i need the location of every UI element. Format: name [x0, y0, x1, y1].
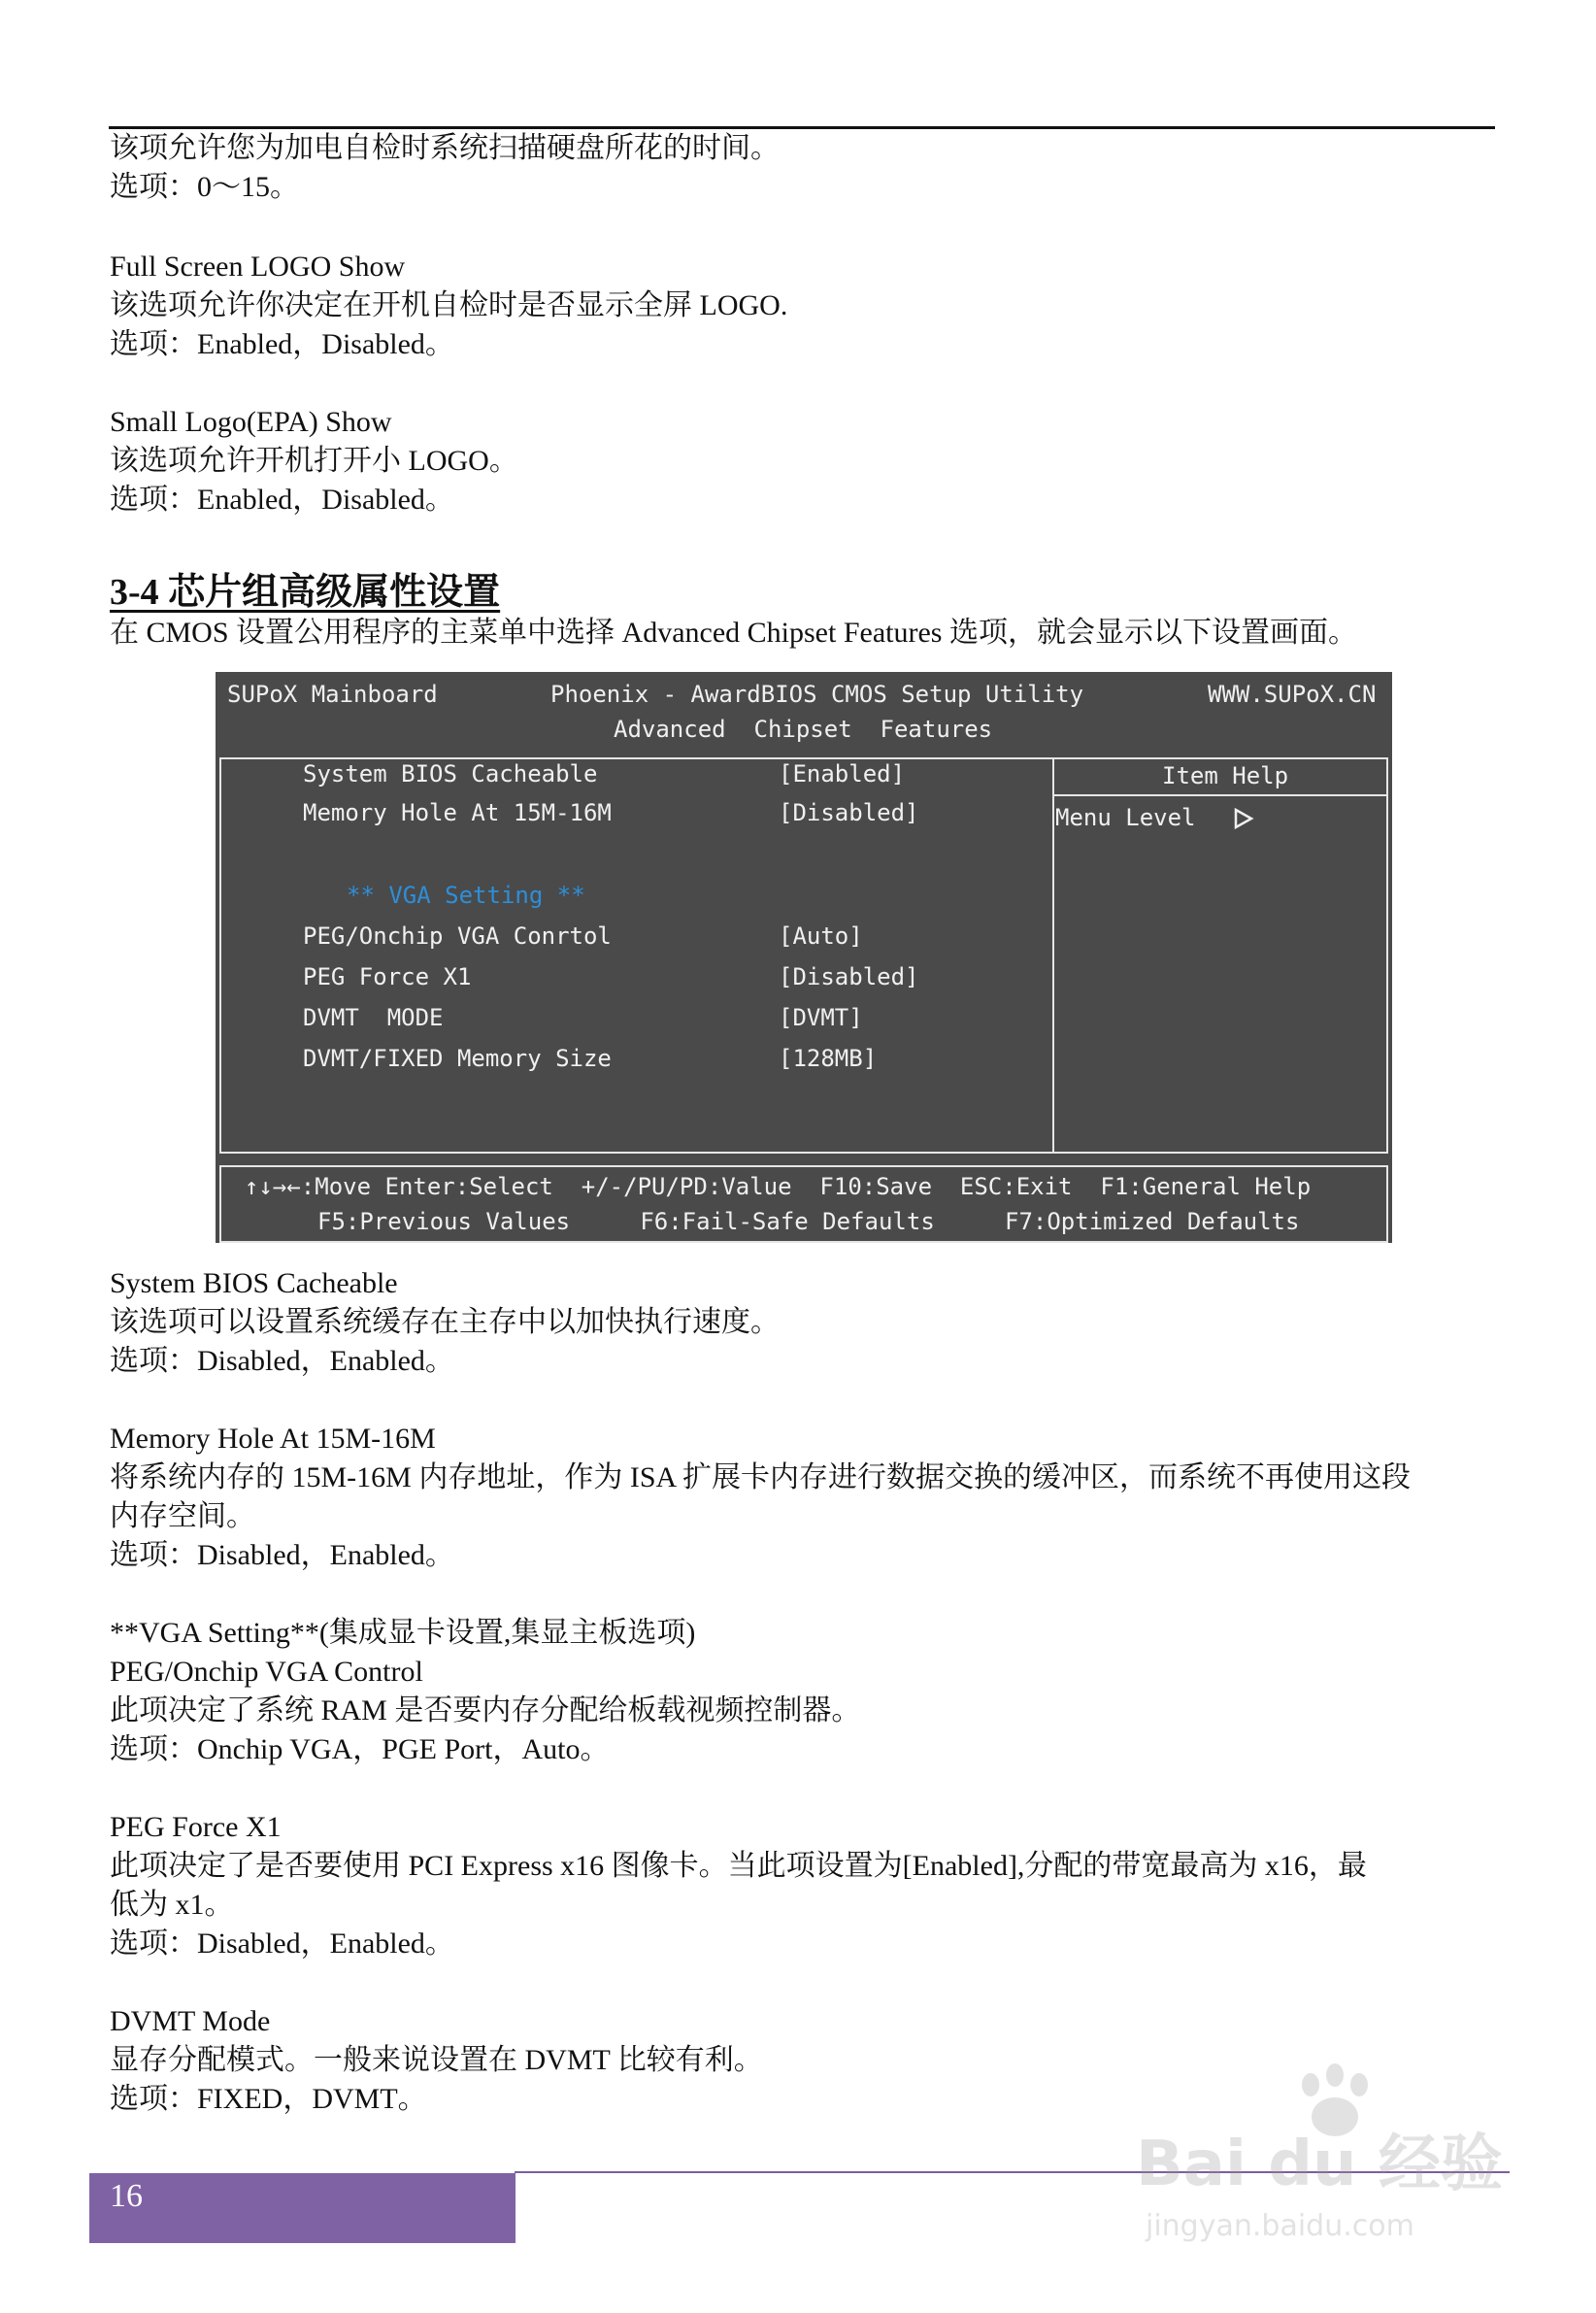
item-options: 选项：Disabled，Enabled。	[110, 1539, 454, 1571]
bios-footer-keys: ↑↓→←:Move Enter:Select +/-/PU/PD:Value F10:Save ESC:Exit F1:General Help	[245, 1173, 1312, 1200]
bios-item-label[interactable]: DVMT/FIXED Memory Size	[303, 1045, 612, 1072]
page-number: 16	[110, 2178, 143, 2214]
section-intro: 在 CMOS 设置公用程序的主菜单中选择 Advanced Chipset Features 选项，就会显示以下设置画面。	[110, 617, 1357, 649]
bios-screenshot	[216, 672, 1392, 1243]
text-line: 该项允许您为加电自检时系统扫描硬盘所花的时间。	[110, 132, 780, 164]
bios-item-value[interactable]: [DVMT]	[779, 1004, 863, 1031]
item-title: Small Logo(EPA) Show	[110, 406, 392, 438]
item-title: PEG/Onchip VGA Control	[110, 1656, 423, 1688]
bios-item-label[interactable]: PEG/Onchip VGA Conrtol	[303, 922, 612, 950]
bios-help-title: Item Help	[1162, 762, 1289, 789]
item-description: 此项决定了是否要使用 PCI Express x16 图像卡。当此项设置为[Enabled],分配的带宽最高为 x16，最	[110, 1850, 1367, 1882]
bios-item-value[interactable]: [Enabled]	[779, 760, 906, 788]
item-title: Memory Hole At 15M-16M	[110, 1423, 436, 1455]
bios-item-label[interactable]: Memory Hole At 15M-16M	[303, 799, 612, 826]
watermark-logo-text: Bai du 经验	[1136, 2129, 1503, 2200]
bios-footer-defaults: F5:Previous Values F6:Fail-Safe Defaults F7:Optimized Defaults	[317, 1208, 1300, 1235]
item-options: 选项：FIXED，DVMT。	[110, 2083, 427, 2115]
bios-item-value[interactable]: [128MB]	[779, 1045, 878, 1072]
item-options: 选项：Enabled，Disabled。	[110, 328, 454, 360]
bios-item-value[interactable]: [Disabled]	[779, 799, 919, 826]
bios-item-label[interactable]: PEG Force X1	[303, 963, 472, 990]
bios-header-left: SUPoX Mainboard	[227, 681, 438, 708]
item-options: 选项：Disabled，Enabled。	[110, 1345, 454, 1377]
page-number-box	[89, 2173, 515, 2243]
item-description: 该选项允许你决定在开机自检时是否显示全屏 LOGO.	[110, 289, 788, 321]
item-description: 内存空间。	[110, 1500, 255, 1532]
bios-divider	[1052, 757, 1054, 1152]
triangle-right-icon	[1233, 807, 1254, 830]
item-options: 选项：Enabled，Disabled。	[110, 484, 454, 516]
bios-item-label[interactable]: DVMT MODE	[303, 1004, 444, 1031]
item-description: 低为 x1。	[110, 1889, 234, 1921]
item-title: Full Screen LOGO Show	[110, 251, 406, 283]
bios-header-sub: Advanced Chipset Features	[614, 716, 993, 743]
bios-help-divider	[1054, 794, 1386, 796]
item-description: 显存分配模式。一般来说设置在 DVMT 比较有利。	[110, 2044, 763, 2076]
bios-item-value[interactable]: [Disabled]	[779, 963, 919, 990]
item-options: 选项：Disabled，Enabled。	[110, 1928, 454, 1960]
item-title: DVMT Mode	[110, 2005, 271, 2037]
item-options: 选项：Onchip VGA，PGE Port，Auto。	[110, 1733, 610, 1765]
item-description: 将系统内存的 15M-16M 内存地址，作为 ISA 扩展卡内存进行数据交换的缓冲区，而系统不再使用这段	[110, 1461, 1412, 1493]
bios-header-right: WWW.SUPoX.CN	[1208, 681, 1377, 708]
bios-item-value[interactable]: [Auto]	[779, 922, 863, 950]
bios-item-label[interactable]: System BIOS Cacheable	[303, 760, 598, 788]
item-title: PEG Force X1	[110, 1811, 282, 1843]
bios-vga-heading: ** VGA Setting **	[347, 882, 585, 909]
watermark-url: jingyan.baidu.com	[1146, 2209, 1414, 2243]
bios-header-title: Phoenix - AwardBIOS CMOS Setup Utility	[550, 681, 1084, 708]
item-description: 该选项可以设置系统缓存在主存中以加快执行速度。	[110, 1306, 780, 1338]
baidu-watermark	[1136, 2063, 1503, 2258]
item-description: 该选项允许开机打开小 LOGO。	[110, 445, 518, 477]
options-line: 选项：0～15。	[110, 171, 299, 203]
item-title: System BIOS Cacheable	[110, 1267, 398, 1299]
item-description: 此项决定了系统 RAM 是否要内存分配给板载视频控制器。	[110, 1694, 861, 1726]
bios-menu-level: Menu Level	[1055, 804, 1196, 831]
vga-setting-note: **VGA Setting**(集成显卡设置,集显主板选项)	[110, 1617, 696, 1649]
section-heading: 3-4 芯片组高级属性设置	[110, 572, 501, 613]
